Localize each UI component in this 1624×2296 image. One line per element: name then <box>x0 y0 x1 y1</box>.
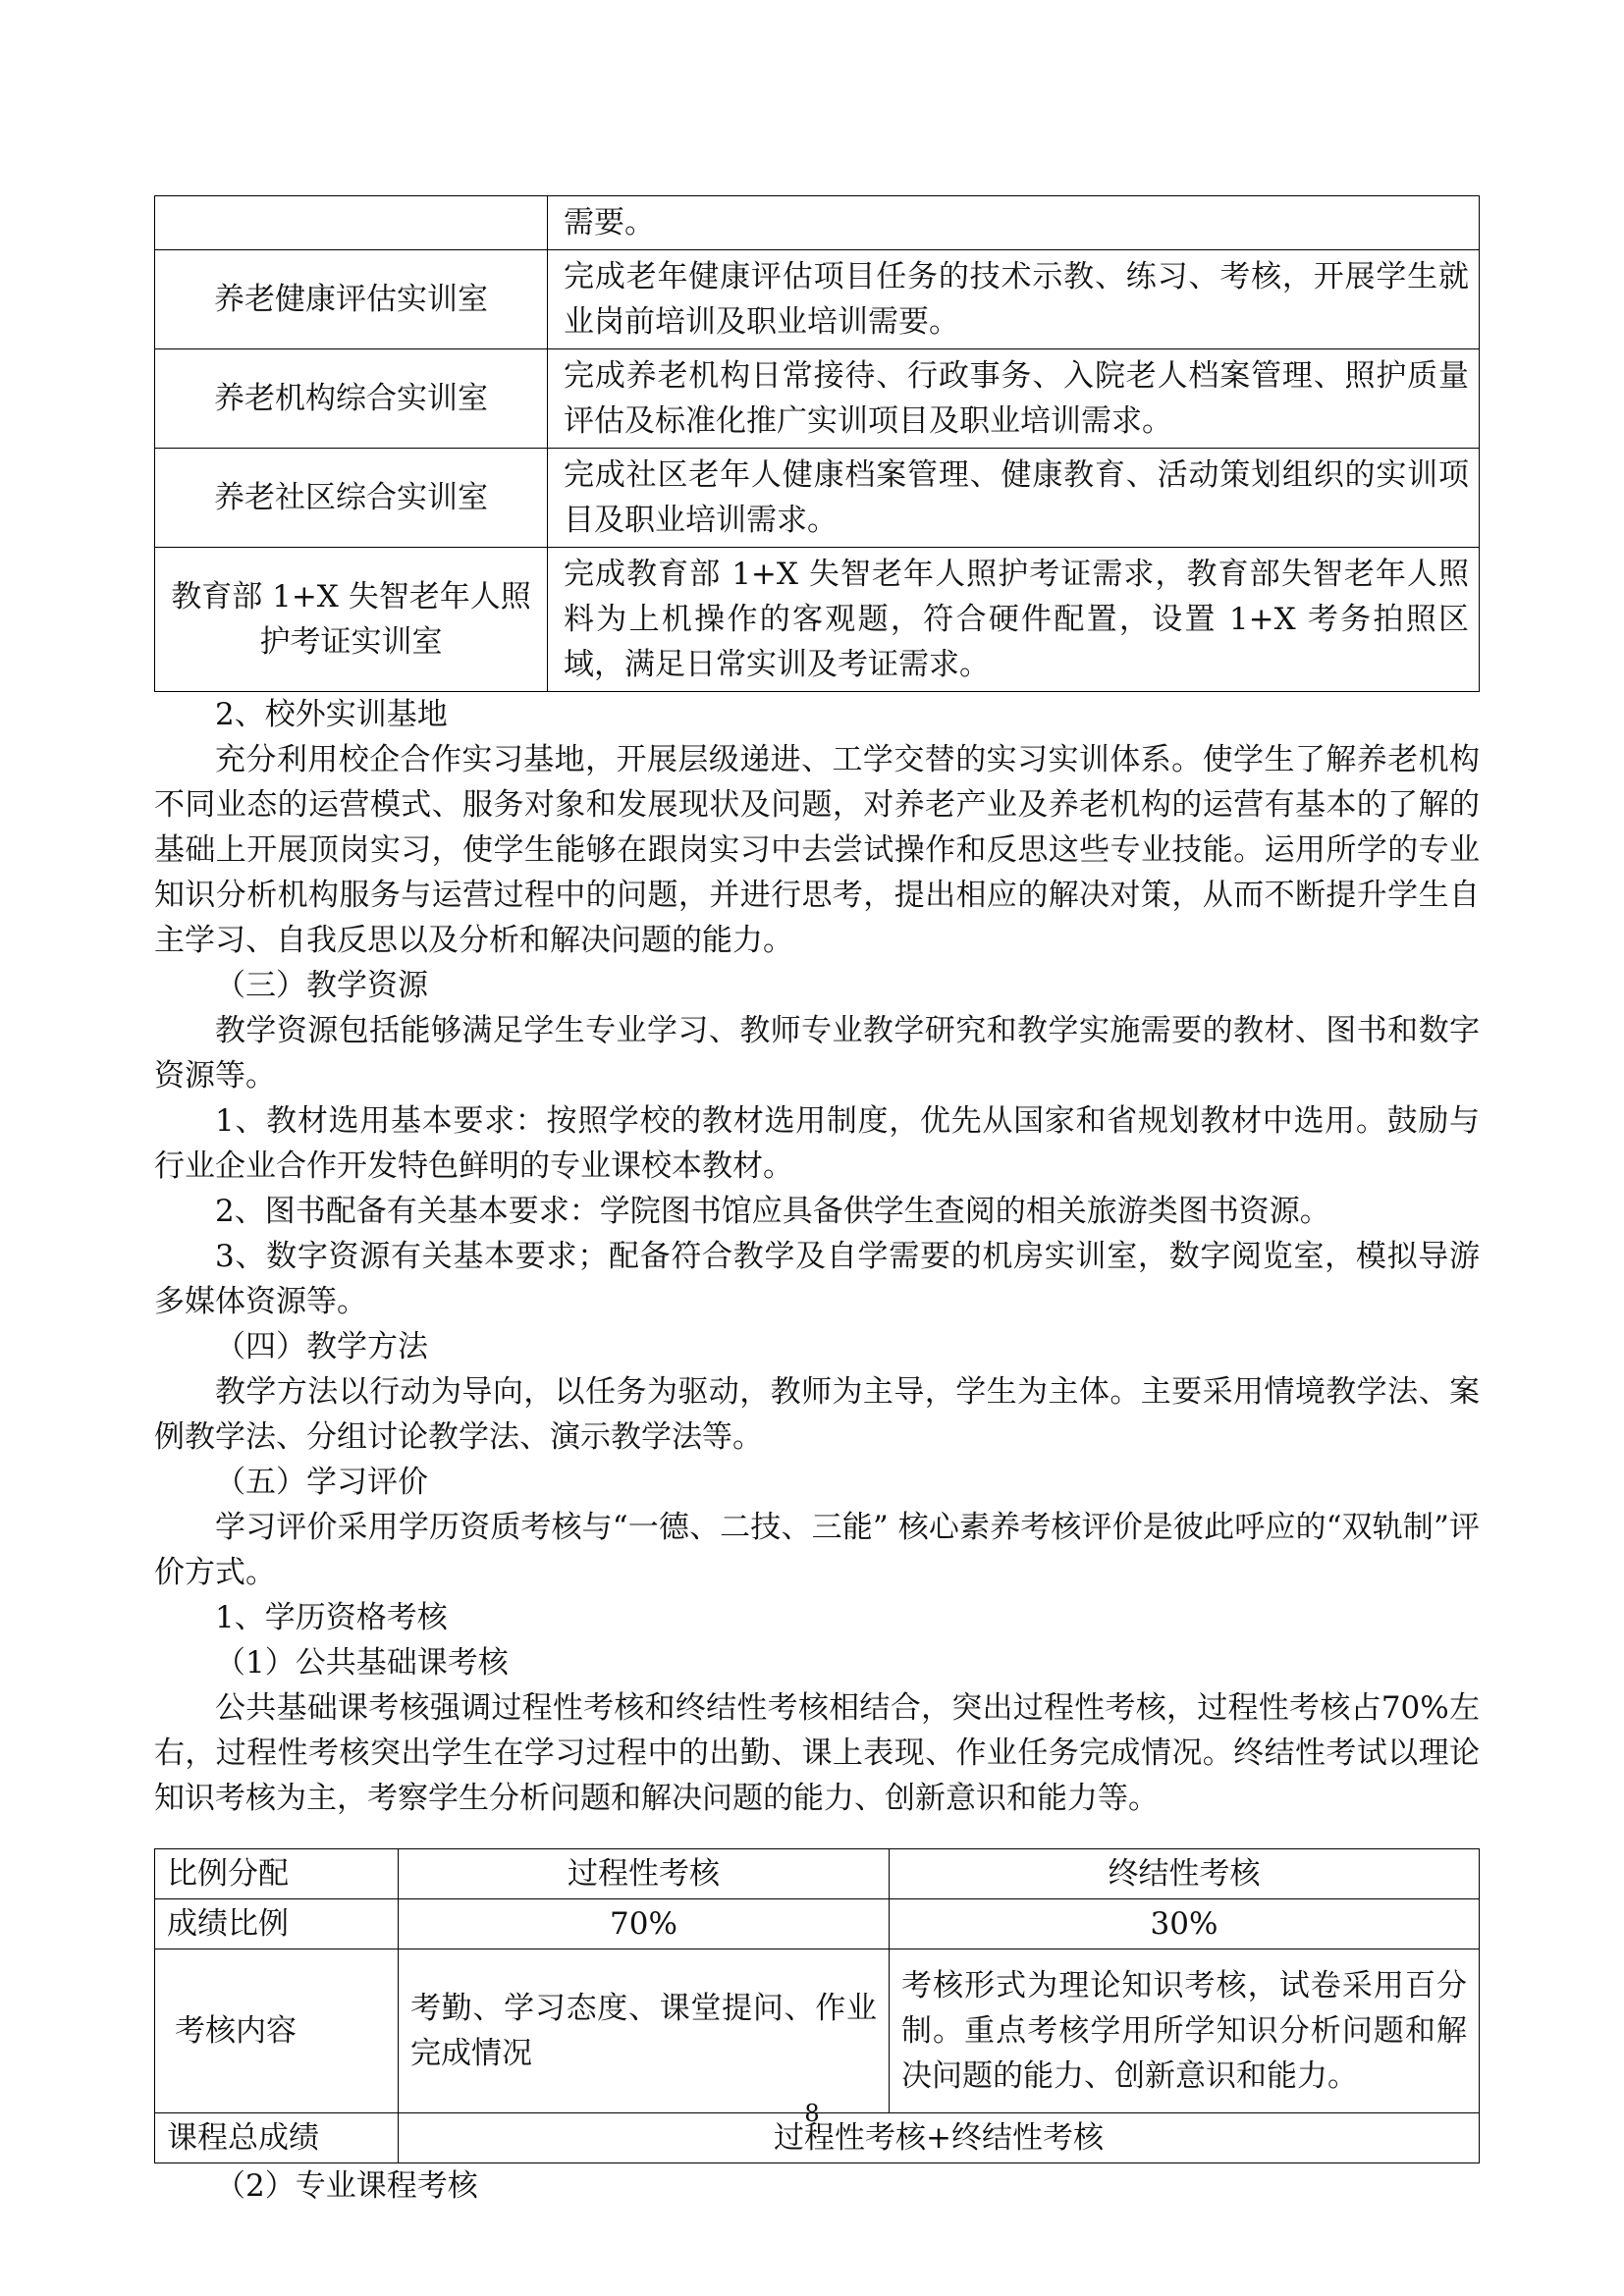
room-name-cell <box>155 196 548 250</box>
qualification-heading: 1、学历资格考核 <box>215 1600 448 1635</box>
room-name-cell: 养老健康评估实训室 <box>155 250 548 349</box>
ratio-value-cell: 70% <box>399 1899 890 1949</box>
training-rooms-table <box>154 195 1480 692</box>
room-desc-cell: 需要。 <box>548 196 1480 250</box>
digital-resources-paragraph: 3、数字资源有关基本要求；配备符合教学及自学需要的机房实训室，数字阅览室，模拟导游多媒体资源等。 <box>154 1239 1480 1319</box>
table-row <box>155 349 1480 449</box>
table-row <box>155 250 1480 349</box>
room-desc-cell: 完成教育部 1+X 失智老年人照护考证需求，教育部失智老年人照料为上机操作的客观题，符合硬件配置，设置 1+X 考务拍照区域，满足日常实训及考证需求。 <box>548 548 1480 692</box>
textbook-paragraph: 1、教材选用基本要求：按照学校的教材选用制度，优先从国家和省规划教材中选用。鼓励与行业企业合作开发特色鲜明的专业课校本教材。 <box>154 1103 1480 1184</box>
room-name-cell: 教育部 1+X 失智老年人照护考证实训室 <box>155 548 548 692</box>
major-course-heading: （2）专业课程考核 <box>215 2168 478 2204</box>
content-value-cell: 考核形式为理论知识考核，试卷采用百分制。重点考核学用所学知识分析问题和解决问题的能力、创新意识和能力。 <box>890 1949 1480 2113</box>
table-row <box>155 449 1480 548</box>
public-course-heading: （1）公共基础课考核 <box>215 1645 509 1681</box>
public-course-paragraph: 公共基础课考核强调过程性考核和终结性考核相结合，突出过程性考核，过程性考核占70%左右，过程性考核突出学生在学习过程中的出勤、课上表现、作业任务完成情况。终结性考试以理论知识考核为主，考察学生分析问题和解决问题的能力、创新意识和能力等。 <box>154 1690 1480 1816</box>
table-row <box>155 196 1480 250</box>
total-value-cell: 过程性考核+终结性考核 <box>399 2113 1480 2163</box>
resources-heading: （三）教学资源 <box>215 968 428 1003</box>
room-name-cell: 养老社区综合实训室 <box>155 449 548 548</box>
resources-paragraph: 教学资源包括能够满足学生专业学习、教师专业教学研究和教学实施需要的教材、图书和数字资源等。 <box>154 1013 1480 1094</box>
total-label-cell: 课程总成绩 <box>155 2113 399 2163</box>
table-row <box>155 1949 1480 2113</box>
page-number: 8 <box>804 2100 820 2127</box>
ratio-label-cell: 成绩比例 <box>155 1899 399 1949</box>
ratio-value-cell: 30% <box>890 1899 1480 1949</box>
table-row <box>155 1899 1480 1949</box>
methods-heading: （四）教学方法 <box>215 1329 428 1364</box>
off-campus-heading: 2、校外实训基地 <box>215 697 448 732</box>
evaluation-paragraph: 学习评价采用学历资质考核与“一德、二技、三能” 核心素养考核评价是彼此呼应的“双轨制”评价方式。 <box>154 1510 1480 1590</box>
table-row <box>155 1849 1480 1899</box>
room-desc-cell: 完成老年健康评估项目任务的技术示教、练习、考核，开展学生就业岗前培训及职业培训需要。 <box>548 250 1480 349</box>
content-label-cell: 考核内容 <box>155 1949 399 2113</box>
methods-paragraph: 教学方法以行动为导向，以任务为驱动，教师为主导，学生为主体。主要采用情境教学法、案例教学法、分组讨论教学法、演示教学法等。 <box>154 1374 1480 1455</box>
evaluation-heading: （五）学习评价 <box>215 1465 428 1500</box>
header-cell: 过程性考核 <box>399 1849 890 1899</box>
header-cell: 比例分配 <box>155 1849 399 1899</box>
room-desc-cell: 完成养老机构日常接待、行政事务、入院老人档案管理、照护质量评估及标准化推广实训项目及职业培训需求。 <box>548 349 1480 449</box>
document-page <box>154 195 1480 2209</box>
room-name-cell: 养老机构综合实训室 <box>155 349 548 449</box>
table-row <box>155 548 1480 692</box>
header-cell: 终结性考核 <box>890 1849 1480 1899</box>
off-campus-paragraph: 充分利用校企合作实习基地，开展层级递进、工学交替的实习实训体系。使学生了解养老机构不同业态的运营模式、服务对象和发展现状及问题，对养老产业及养老机构的运营有基本的了解的基础上开展顶岗实习，使学生能够在跟岗实习中去尝试操作和反思这些专业技能。运用所学的专业知识分析机构服务与运营过程中的问题，并进行思考，提出相应的解决对策，从而不断提升学生自主学习、自我反思以及分析和解决问题的能力。 <box>154 742 1480 958</box>
content-value-cell: 考勤、学习态度、课堂提问、作业完成情况 <box>399 1949 890 2113</box>
books-paragraph: 2、图书配备有关基本要求：学院图书馆应具备供学生查阅的相关旅游类图书资源。 <box>215 1194 1330 1229</box>
room-desc-cell: 完成社区老年人健康档案管理、健康教育、活动策划组织的实训项目及职业培训需求。 <box>548 449 1480 548</box>
